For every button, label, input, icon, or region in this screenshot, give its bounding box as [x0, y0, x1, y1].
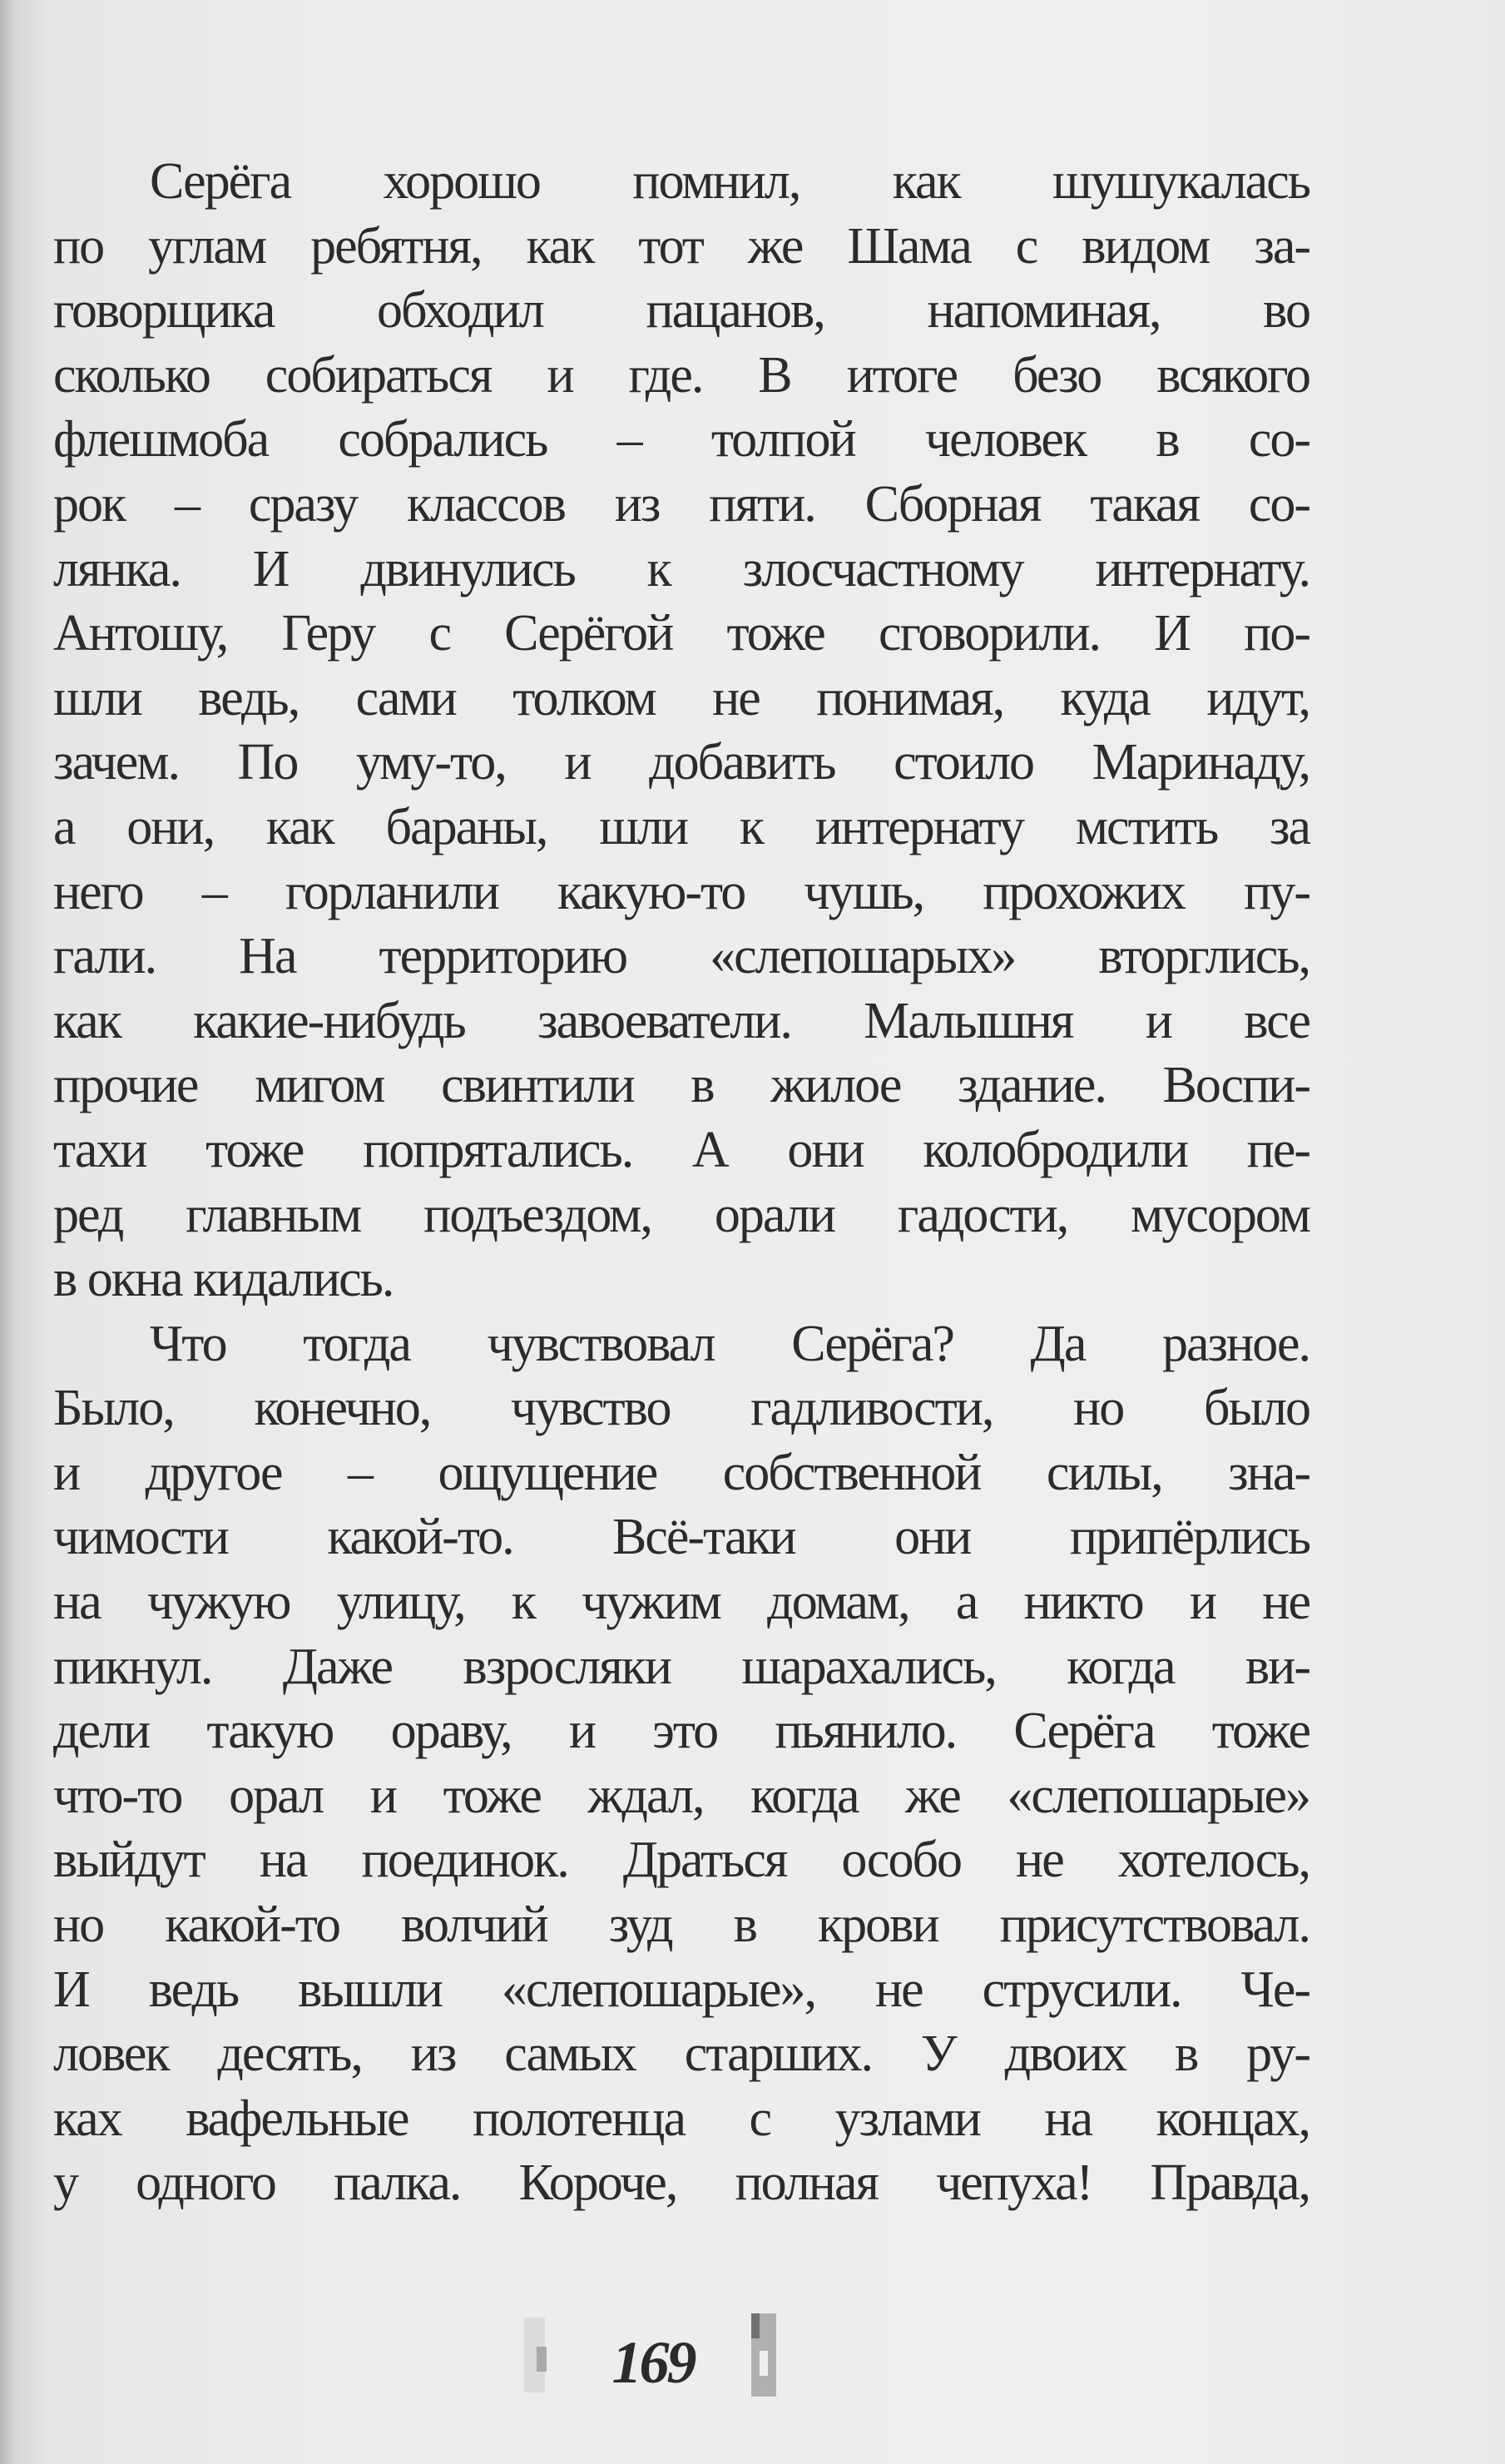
text-line: говорщика обходил пацанов, напоминая, во [53, 282, 1309, 340]
folio-ornament-square [537, 2347, 547, 2372]
text-line: выйдут на поединок. Драться особо не хотелось, [53, 1832, 1309, 1889]
text-line: что-то орал и тоже ждал, когда же «слепошарые» [53, 1767, 1309, 1824]
text-line: но какой-то волчий зуд в крови присутствовал. [53, 1896, 1309, 1954]
text-line: Серёга хорошо помнил, как шушукалась [150, 153, 1309, 210]
text-line: Было, конечно, чувство гадливости, но было [53, 1380, 1309, 1437]
text-line: по углам ребятня, как тот же Шама с видом за- [53, 217, 1309, 275]
text-line: Что тогда чувствовал Серёга? Да разное. [150, 1315, 1309, 1372]
folio-ornament-dark [751, 2313, 760, 2338]
text-line: а они, как бараны, шли к интернату мстить за [53, 798, 1309, 855]
text-line: флешмоба собрались – толпой человек в со- [53, 411, 1309, 469]
text-line: пикнул. Даже взросляки шарахались, когда ви- [53, 1638, 1309, 1695]
text-line: шли ведь, сами толком не понимая, куда идут, [53, 669, 1309, 726]
text-line: тахи тоже попрятались. А они колобродили пе- [53, 1121, 1309, 1178]
text-line: зачем. По уму-то, и добавить стоило Маринаду, [53, 734, 1309, 791]
page-number: 169 [611, 2329, 695, 2396]
text-line: ках вафельные полотенца с узлами на концах, [53, 2090, 1309, 2147]
text-line: и другое – ощущение собственной силы, зна- [53, 1444, 1309, 1501]
text-line: лянка. И двинулись к злосчастному интернату. [53, 540, 1309, 597]
text-line: в окна кидались. [53, 1251, 394, 1308]
page-number-block [524, 2313, 799, 2405]
text-line: прочие мигом свинтили в жилое здание. Воспи- [53, 1057, 1309, 1114]
text-line: сколько собираться и где. В итоге безо всякого [53, 346, 1309, 404]
text-line: него – горланили какую-то чушь, прохожих пу- [53, 863, 1309, 920]
text-line: чимости какой-то. Всё-таки они припёрлись [53, 1509, 1309, 1566]
text-line: И ведь вышли «слепошарые», не струсили. Че- [53, 1961, 1309, 2018]
body-text [53, 150, 1309, 2216]
text-line: дели такую ораву, и это пьянило. Серёга тоже [53, 1703, 1309, 1760]
text-line: рок – сразу классов из пяти. Сборная такая со- [53, 475, 1309, 533]
text-line: ловек десять, из самых старших. У двоих в ру- [53, 2025, 1309, 2083]
text-line: Антошу, Геру с Серёгой тоже сговорили. И по- [53, 605, 1309, 662]
folio-ornament-inner [760, 2351, 768, 2376]
text-line: ред главным подъездом, орали гадости, мусором [53, 1186, 1309, 1243]
text-line: у одного палка. Короче, полная чепуха! Правда, [53, 2154, 1309, 2212]
text-line: на чужую улицу, к чужим домам, а никто и не [53, 1574, 1309, 1631]
text-line: как какие-нибудь завоеватели. Малышня и все [53, 992, 1309, 1049]
text-line: гали. На территорию «слепошарых» вторглись, [53, 928, 1309, 985]
